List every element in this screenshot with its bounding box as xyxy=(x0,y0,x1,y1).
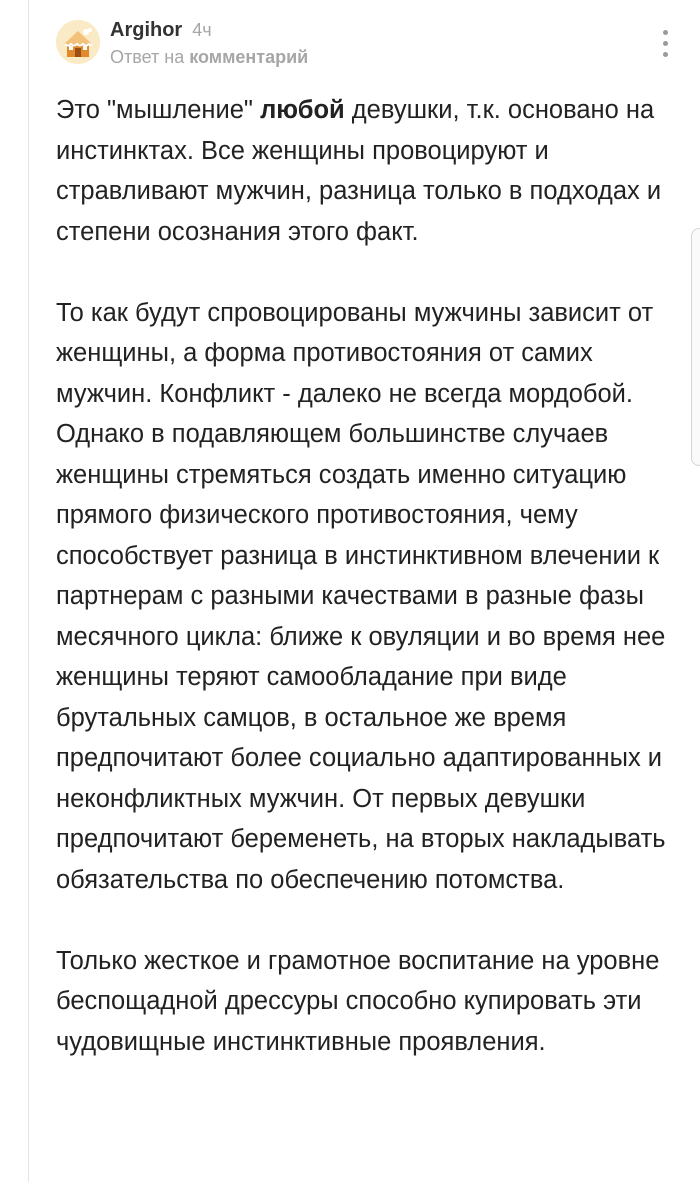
comment-meta xyxy=(110,16,308,70)
reply-target-link[interactable]: комментарий xyxy=(189,47,309,67)
more-options-button[interactable] xyxy=(656,28,676,60)
reply-info xyxy=(110,44,308,70)
comment xyxy=(56,14,666,1062)
paragraph-text: Это "мышление" xyxy=(56,96,261,124)
comment-time[interactable]: 4ч xyxy=(192,20,212,40)
comment-paragraph xyxy=(56,90,696,252)
scrollbar-handle[interactable] xyxy=(691,228,700,466)
paragraph-text: Только жесткое и грамотное воспитание на уровне беспощадной дрессуры способно купировать эти чудовищные инстинктивные проявления. xyxy=(56,946,660,1056)
reply-prefix: Ответ на xyxy=(110,47,185,67)
author-name[interactable]: Argihor xyxy=(110,19,183,41)
avatar[interactable] xyxy=(56,20,100,64)
comment-body xyxy=(56,90,696,1062)
thread-line xyxy=(28,0,29,1182)
bold-text: любой xyxy=(260,96,345,124)
author-line xyxy=(110,16,308,44)
comment-paragraph xyxy=(56,293,696,901)
comment-paragraph xyxy=(56,941,696,1063)
paragraph-text: девушки, т.к. основано на инстинктах. Все женщины провоцируют и стравливают мужчин, разница только в подходах и степени осознания этого факт. xyxy=(56,96,662,246)
gingerbread-house-icon xyxy=(56,20,100,64)
comment-header xyxy=(56,14,656,80)
paragraph-text: То как будут спровоцированы мужчины зависит от женщины, а форма противостояния от самих мужчин. Конфликт - далеко не всегда мордобой. Однако в подавляющем большинстве случаев женщины стремяться создать именно ситуацию прямого физического противостояния, чему способствует разница в инстинктивном влечении к партнерам с разными качествами в разные фазы месячного цикла: ближе к овуляции и во время нее женщины теряют самообладание при виде брутальных самцов, в остальное же время предпочитают более социально адаптированных и неконфликтных мужчин. От первых девушки предпочитают беременеть, на вторых накладывать обязательства по обеспечению потомства. xyxy=(56,298,666,894)
